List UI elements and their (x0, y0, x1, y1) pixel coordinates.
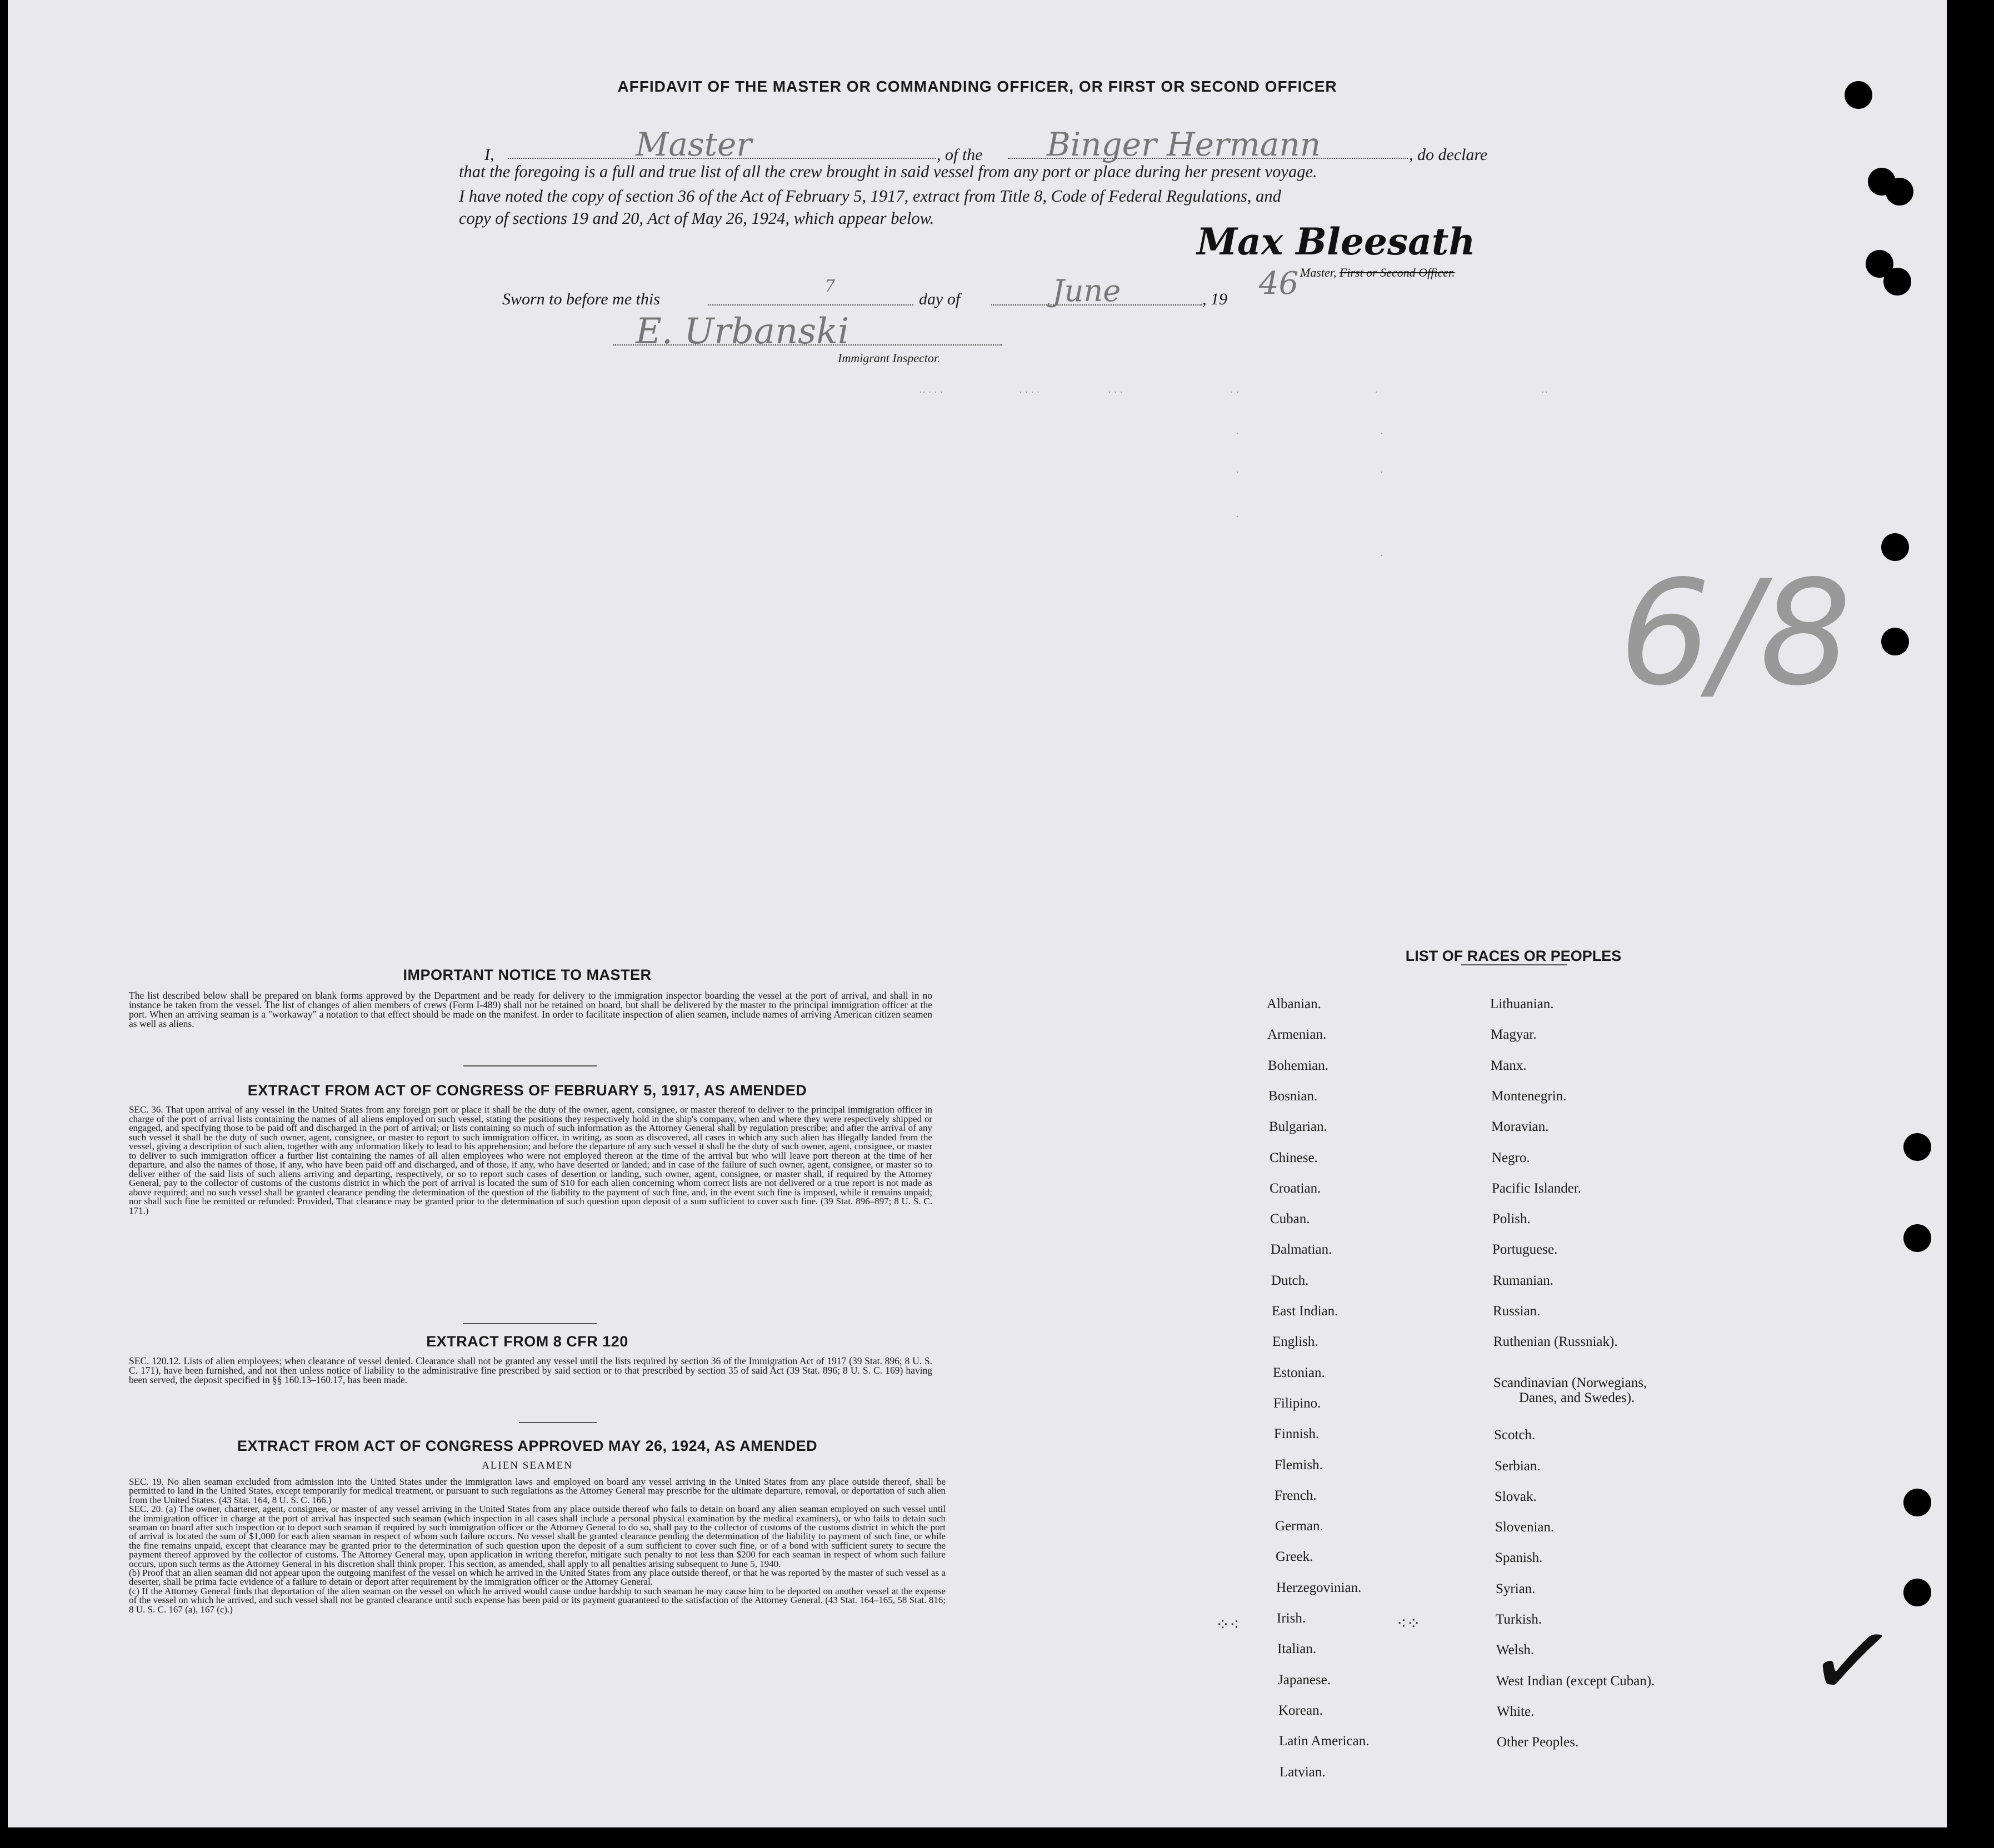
bleed-mark: · (1236, 467, 1239, 478)
race-item: East Indian. (1272, 1304, 1338, 1319)
document-page (8, 0, 1947, 1827)
race-item: Bohemian. (1268, 1058, 1329, 1073)
punch-hole (1903, 1133, 1931, 1161)
declaration-suffix: , do declare (1409, 146, 1488, 164)
extract-cfr-text: SEC. 120.12. Lists of alien employees; when clearance of vessel denied. Clearance shall not be granted any vessel until the lists required by section 36 of the Immigration Act of 1917 (39 Stat. 896; 8 U. S. C. 171), have been furnished, and not then unless notice of liability to the administrative fine prescribed by said section or to that prescribed by section 35 of said Act (39 Stat. 896; 8 U. S. C. 169) having been served, the deposit specified in §§ 160.13–160.17, has been made. (129, 1355, 932, 1385)
master-title-label (1300, 266, 1455, 280)
separator (519, 1422, 597, 1423)
race-item: Bosnian. (1268, 1088, 1318, 1104)
race-item: Spanish. (1495, 1550, 1543, 1566)
race-item: Ruthenian (Russniak). (1493, 1334, 1618, 1350)
declarant-prefix: I, (484, 146, 494, 164)
race-item: Latvian. (1280, 1764, 1326, 1780)
race-item: Filipino. (1273, 1395, 1321, 1411)
bleed-mark: · (1380, 467, 1383, 478)
punch-hole (1881, 533, 1909, 561)
race-item: Bulgarian. (1269, 1119, 1327, 1135)
master-signature: Max Bleesath (1197, 220, 1476, 263)
race-item: Slovenian. (1495, 1520, 1555, 1535)
sworn-label: Sworn to before me this (502, 290, 660, 308)
sworn-dayof-label: day of (919, 290, 961, 308)
sworn-year-prefix: , 19 (1202, 290, 1227, 308)
race-item: Herzegovinian. (1276, 1580, 1362, 1595)
race-item: Cuban. (1270, 1211, 1310, 1227)
bleed-mark: · (1380, 550, 1383, 561)
race-item: Lithuanian. (1490, 996, 1554, 1011)
declaration-line-1 (484, 146, 494, 164)
race-item: Moravian. (1491, 1119, 1549, 1135)
race-item: Flemish. (1275, 1457, 1323, 1473)
bleed-mark: · · · · (1019, 387, 1040, 398)
punch-hole (1886, 178, 1913, 206)
sworn-month-handwritten: June (1052, 273, 1121, 308)
bleed-mark: ·· · · · (919, 387, 943, 398)
race-item: Estonian. (1273, 1365, 1325, 1380)
race-item: Italian. (1277, 1641, 1317, 1657)
margin-note-handwritten: 6/8 (1619, 550, 1852, 718)
affidavit-title: AFFIDAVIT OF THE MASTER OR COMMANDING OFFICER, OR FIRST OR SECOND OFFICER (617, 78, 1337, 95)
race-item: Syrian. (1496, 1581, 1536, 1596)
separator (463, 1065, 597, 1066)
race-item: Dalmatian. (1271, 1242, 1332, 1258)
race-item: Chinese. (1270, 1150, 1318, 1165)
bleed-mark: · (1236, 428, 1239, 439)
separator (463, 1323, 597, 1324)
extract-1924-text: SEC. 19. No alien seaman excluded from admission into the United States under the immigration laws and employed on board any vessel arriving in the United States from any place outside thereof, shall be permitted to land in the United States, except temporarily for medical treatment, or pursuant to such regulations as the Attorney General may prescribe for the ultimate departure, removal, or deportation of such alien from the United States. (43 Stat. 164, 8 U. S. C. 166.) SEC. 20. (a) The owner, charterer, agent, consignee, or master of any vessel arriving in the United States from any place outside thereof who fails to detain on board any alien seaman employed on such vessel until the immigration officer in charge at the port of arrival has inspected such seaman (which inspection in all cases shall include a personal physical examination by the medical examiners), or who fails to detain such seaman on board after such inspection or to deport such seaman if required by such immigration officer or the Attorney General to do so, shall pay to the collector of customs of the customs district in which the port of arrival is located the sum of $1,000 for each alien seaman in respect of whom such failure occurs. No vessel shall be granted clearance pending the determination of the liability to payment of such fine, or while the fine remains unpaid, except that clearance may be granted prior to the determination of such question upon the deposit of a sum sufficient to cover such fine, or of a bond with sufficient surety to secure the payment thereof approved by the collector of customs. The Attorney General may, upon application in writing therefor, mitigate such penalty to not less than $200 for each seaman in respect of whom such failure occurs, upon such terms as the Attorney General in his discretion shall think proper. This section, as amended, shall apply to all penalties arising subsequent to June 5, 1940. (b) Proof that an alien seaman did not appear upon the outgoing manifest of the vessel on which he arrived in the United States from any place outside thereof, or that he was reported by the master of such vessel as a deserter, shall be prima facie evidence of a failure to detain or deport after requirement by the immigration officer or the Attorney General. (c) If the Attorney General finds that deportation of the alien seaman on the vessel on which he arrived would cause undue hardship to such seaman he may cause him to be deported on another vessel at the expense of the vessel on which he arrived, and such vessel shall not be granted clearance until such expense has been paid or its payment guaranteed to the satisfaction of the Attorney General. (43 Stat. 164–165, 58 Stat. 816; 8 U. S. C. 167 (a), 167 (c).) (129, 1476, 946, 1615)
inspector-signature: E. Urbanski (636, 311, 849, 352)
declaration-line-2: that the foregoing is a full and true list of all the crew brought in said vessel from any port or place during her present voyage. (459, 162, 1317, 181)
race-item: Portuguese. (1492, 1242, 1558, 1258)
race-item: Dutch. (1271, 1273, 1309, 1288)
race-item: White. (1497, 1704, 1535, 1719)
extract-1917-title: EXTRACT FROM ACT OF CONGRESS OF FEBRUARY 5, 1917, AS AMENDED (247, 1082, 807, 1099)
race-item: Finnish. (1274, 1426, 1320, 1442)
race-item: English. (1272, 1334, 1318, 1350)
bleed-mark: · (1375, 387, 1378, 398)
bleed-mark: · · (1230, 387, 1240, 398)
race-item: Rumanian. (1493, 1273, 1554, 1288)
race-item: Russian. (1493, 1304, 1541, 1319)
race-item: Greek. (1276, 1549, 1313, 1565)
race-item: Magyar. (1491, 1027, 1537, 1043)
race-item: Serbian. (1495, 1458, 1541, 1474)
race-item: Irish. (1277, 1611, 1306, 1626)
race-item: Montenegrin. (1491, 1088, 1567, 1104)
punch-hole (1883, 268, 1911, 296)
check-mark-handwritten: ✓ (1800, 1594, 1905, 1729)
punch-hole (1903, 1224, 1931, 1252)
race-item: Latin American. (1279, 1734, 1370, 1749)
ink-smudge: ⁘⁖ (1216, 1616, 1240, 1634)
notice-text: The list described below shall be prepared on blank forms approved by the Department and be ready for delivery to the immigration inspector boarding the vessel at the port of arrival, and shall in no instance be taken from the vessel. The list of changes of alien members of crews (Form I-489) shall not be retained on board, but shall be delivered by the master to the principal immigration officer at the port. When an arriving seaman is a "workaway" a notation to that effect should be made on the manifest. In order to facilitate inspection of alien seamen, include names of arriving American citizen seamen as well as aliens. (129, 990, 932, 1029)
race-item: Slovak. (1495, 1489, 1537, 1504)
declaration-mid: , of the (937, 146, 983, 164)
races-title-underline (1461, 964, 1567, 965)
race-item: Croatian. (1270, 1180, 1321, 1196)
declaration-line-3: I have noted the copy of section 36 of the Act of February 5, 1917, extract from Title 8, Code of Federal Regulations, and (459, 187, 1281, 206)
extract-cfr-title: EXTRACT FROM 8 CFR 120 (426, 1333, 628, 1350)
bleed-mark: · (1380, 428, 1383, 439)
race-item: Danes, and Swedes). (1519, 1390, 1635, 1405)
extract-1924-title: EXTRACT FROM ACT OF CONGRESS APPROVED MAY 26, 1924, AS AMENDED (237, 1438, 818, 1454)
vessel-name-handwritten: Binger Hermann (1047, 126, 1321, 163)
declarant-name-handwritten: Master (636, 126, 752, 163)
race-item: Turkish. (1496, 1612, 1542, 1627)
bleed-mark: ·· (1541, 387, 1548, 398)
inspector-label: Immigrant Inspector. (838, 351, 941, 365)
race-item: Welsh. (1496, 1642, 1535, 1658)
declaration-line-4: copy of sections 19 and 20, Act of May 26, 1924, which appear below. (459, 209, 934, 228)
race-item: Armenian. (1267, 1027, 1327, 1043)
sworn-day-handwritten: 7 (824, 277, 836, 296)
race-item: Japanese. (1278, 1672, 1331, 1687)
race-item: Korean. (1278, 1702, 1323, 1718)
race-item: German. (1275, 1519, 1323, 1534)
race-item: Negro. (1492, 1150, 1530, 1165)
master-label: Master, (1300, 266, 1337, 279)
bleed-mark: · (1236, 511, 1239, 522)
punch-hole (1881, 628, 1909, 655)
race-item: Pacific Islander. (1492, 1180, 1582, 1196)
race-item: French. (1275, 1488, 1317, 1503)
races-title: LIST OF RACES OR PEOPLES (1405, 948, 1622, 964)
extract-1924-subtitle: ALIEN SEAMEN (482, 1460, 573, 1471)
sworn-day-rule (708, 304, 913, 306)
struck-officer-label: First or Second Officer. (1339, 266, 1455, 279)
punch-hole (1903, 1489, 1931, 1516)
race-item: West Indian (except Cuban). (1496, 1673, 1655, 1689)
bleed-mark: · · · (1108, 387, 1123, 398)
notice-title: IMPORTANT NOTICE TO MASTER (403, 966, 652, 983)
punch-hole (1903, 1579, 1931, 1606)
race-item: Manx. (1491, 1058, 1527, 1073)
race-item: Other Peoples. (1497, 1735, 1579, 1750)
extract-1917-text: SEC. 36. That upon arrival of any vessel in the United States from any foreign port or place it shall be the duty of the owner, agent, consignee, or master thereof to deliver to the principal immigration officer in charge of the port of arrival lists containing the names of all aliens employed on such vessel, stating the positions they respectively hold in the ship's company, when and where they were respectively shipped or engaged, and specifying those to be paid off and discharged in the port of arrival; or lists containing so much of such information as the Attorney General shall by regulation prescribe; and after the arrival of any such vessel it shall be the duty of such owner, agent, consignee, or master to report to such immigration officer, in writing, as soon as discovered, all cases in which any such alien has illegally landed from the vessel, giving a description of such alien, together with any information likely to lead to his apprehension; and before the departure of any such vessel it shall be the duty of such owner, agent, consignee, or master to deliver to such immigration officer a further list containing the names of all alien employees who were not employed thereon at the time of the arrival but who will leave port thereon at the time of her departure, and also the names of those, if any, who have been paid off and discharged, and of those, if any, who have deserted or landed; and in case of the failure of such owner, agent, consignee, or master so to deliver either of the said lists of such aliens arriving and departing, respectively, or so to report such cases of desertion or landing, such owner, agent, consignee, or master shall, if required by the Attorney General, pay to the collector of customs of the customs district in which the port of arrival is located the sum of $10 for each alien concerning whom correct lists are not delivered or a true report is not made as above required; and no such vessel shall be granted clearance pending the determination of the question of the liability to the payment of such fine, and, in the event such fine is imposed, while it remains unpaid; nor shall such fine be remitted or refunded: Provided, That clearance may be granted prior to the determination of such question upon deposit of a sum sufficient to cover such fine. (39 Stat. 896–897; 8 U. S. C. 171.) (129, 1104, 932, 1216)
race-item: Scotch. (1494, 1428, 1536, 1443)
race-item: Albanian. (1267, 996, 1321, 1011)
ink-smudge: ⁖⁘ (1397, 1615, 1421, 1633)
sworn-year-handwritten: 46 (1259, 266, 1299, 302)
race-item: Scandinavian (Norwegians, (1493, 1375, 1647, 1390)
race-item: Polish. (1492, 1211, 1531, 1227)
